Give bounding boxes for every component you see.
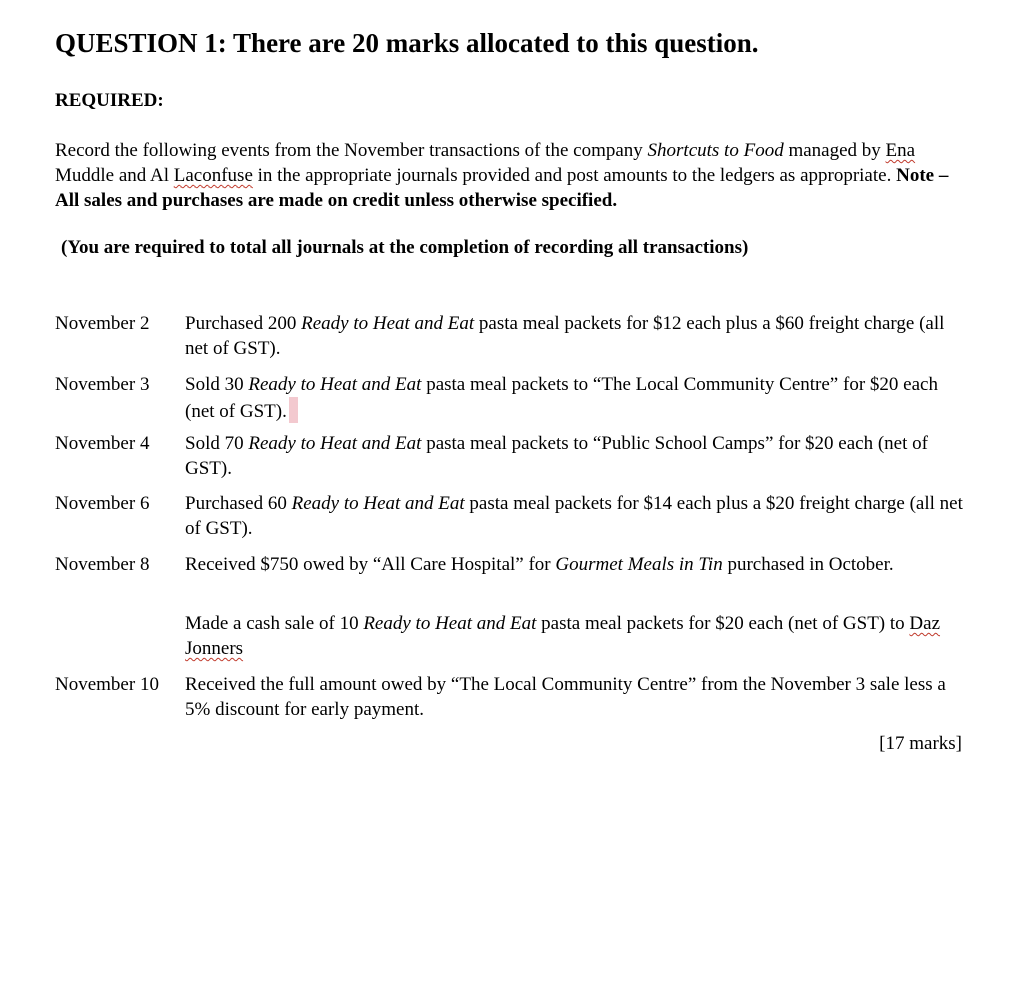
total-journals-note: (You are required to total all journals at the completion of recording all transactions) [61, 237, 749, 258]
event-description [185, 552, 970, 577]
spellcheck-word[interactable]: Ena [885, 140, 916, 161]
event-text: pasta meal packets to “Public School Camps” for $20 each (net of GST). [185, 433, 928, 479]
required-heading: REQUIRED: [55, 90, 164, 111]
event-text: pasta meal packets for $14 each plus a $20 freight charge (all net of GST). [185, 493, 963, 539]
event-date: November 8 [55, 554, 150, 575]
marks-label: [17 marks] [879, 733, 962, 754]
product-name: Ready to Heat and Eat [291, 493, 465, 514]
question-title: QUESTION 1: There are 20 marks allocated to this question. [55, 28, 759, 58]
event-text: Purchased 60 [185, 493, 292, 514]
event-date: November 4 [55, 433, 150, 454]
event-description [185, 311, 970, 361]
event-text: purchased in October. [722, 554, 894, 575]
product-name: Ready to Heat and Eat [248, 433, 422, 454]
event-date: November 3 [55, 374, 150, 395]
event-text: Purchased 200 [185, 313, 302, 334]
event-description [185, 672, 970, 722]
instructions-text: in the appropriate journals provided and post amounts to the ledgers as appropriate. [252, 165, 897, 186]
event-text: Sold 70 [185, 433, 249, 454]
spellcheck-word[interactable]: Laconfuse [173, 165, 253, 186]
instructions-note: Note – All sales and purchases are made on credit unless otherwise specified. [55, 165, 949, 211]
text-cursor-highlight [289, 397, 298, 423]
event-text: pasta meal packets for $12 each plus a $60 freight charge (all net of GST). [185, 313, 945, 359]
event-description [185, 431, 970, 481]
product-name: Ready to Heat and Eat [248, 374, 422, 395]
event-description [185, 491, 970, 541]
event-description [185, 372, 970, 424]
product-name: Gourmet Meals in Tin [555, 554, 723, 575]
event-text: Made a cash sale of 10 [185, 613, 364, 634]
instructions-paragraph [55, 138, 970, 213]
product-name: Ready to Heat and Eat [301, 313, 475, 334]
event-date: November 10 [55, 674, 159, 695]
event-text: Sold 30 [185, 374, 249, 395]
event-text: pasta meal packets for $20 each (net of GST) to [536, 613, 910, 634]
spellcheck-word[interactable]: Daz Jonners [185, 613, 941, 659]
product-name: Ready to Heat and Eat [363, 613, 537, 634]
event-date: November 6 [55, 493, 150, 514]
event-description [185, 611, 970, 661]
instructions-text: managed by [783, 140, 886, 161]
instructions-text: Muddle and Al [55, 165, 174, 186]
event-date: November 2 [55, 313, 150, 334]
event-text: Received the full amount owed by “The Local Community Centre” from the November 3 sale less a 5% discount for early payment. [185, 674, 946, 720]
event-text: pasta meal packets to “The Local Community Centre” for $20 each (net of GST). [185, 374, 938, 422]
instructions-text: Record the following events from the November transactions of the company [55, 140, 648, 161]
event-text: Received $750 owed by “All Care Hospital” for [185, 554, 556, 575]
company-name: Shortcuts to Food [647, 140, 784, 161]
